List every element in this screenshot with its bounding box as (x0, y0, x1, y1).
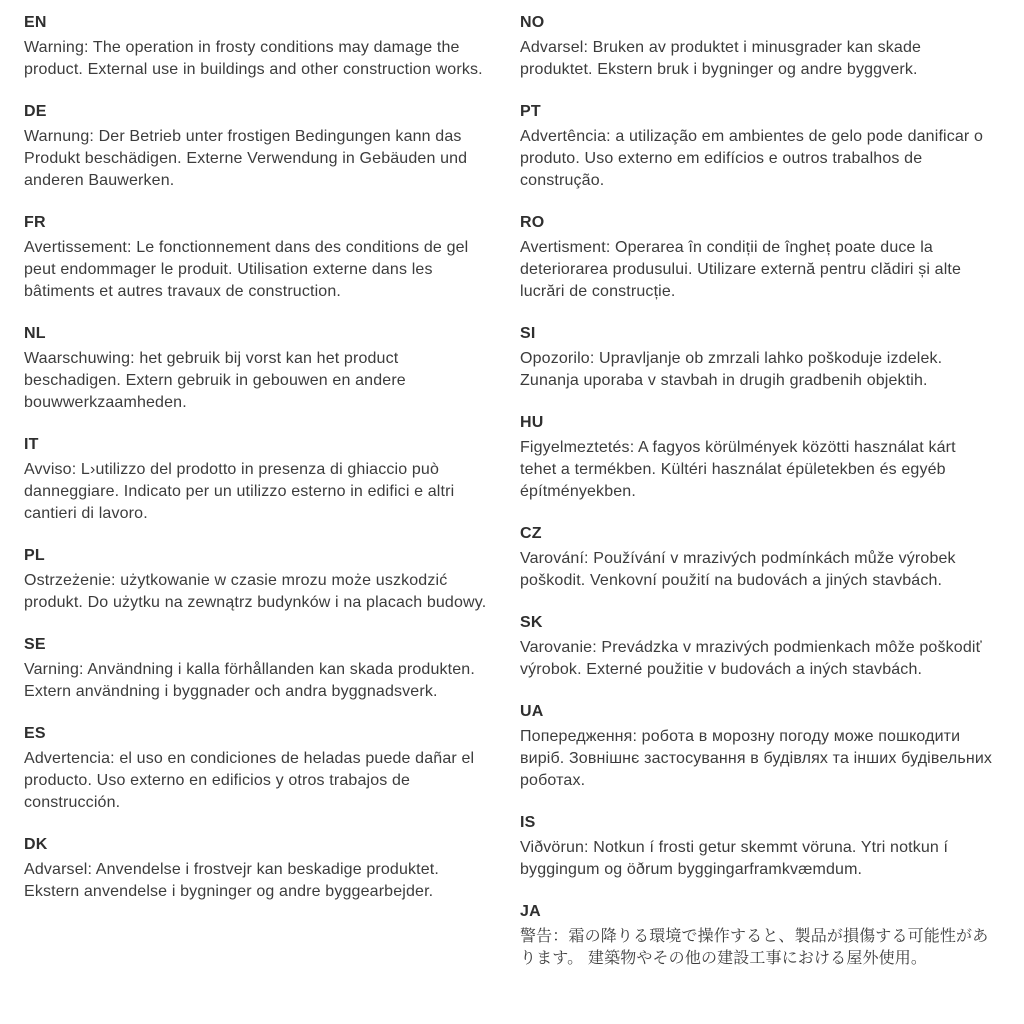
warning-text: Varning: Användning i kalla förhållanden kan skada produkten. Extern användning i byggnader och andra byggnadsverk. (24, 661, 475, 700)
language-code: CZ (520, 525, 542, 542)
warning-text: Avviso: L›utilizzo del prodotto in presenza di ghiaccio può danneggiare. Indicato per un utilizzo esterno in edifici e altri cantieri di lavoro. (24, 461, 455, 522)
warning-text: Попередження: робота в морозну погоду може пошкодити виріб. Зовнішнє застосування в будівлях та інших будівельних роботах. (520, 728, 993, 789)
language-code: SI (520, 325, 536, 342)
language-code: RO (520, 214, 545, 231)
warning-text: 警告：霜の降りる環境で操作すると、製品が損傷する可能性があります。 建築物やその他の建設工事における屋外使用。 (520, 928, 989, 967)
warning-text: Avertisment: Operarea în condiții de îngheț poate duce la deteriorarea produsului. Utilizare externă pentru clădiri și alte lucrări de construcție. (520, 239, 962, 300)
language-section-se (24, 634, 498, 703)
warning-text: Avertissement: Le fonctionnement dans des conditions de gel peut endommager le produit. Utilisation externe dans les bâtiments et autres travaux de construction. (24, 239, 469, 300)
language-code: PL (24, 547, 45, 564)
language-code: NL (24, 325, 46, 342)
language-section-hu (520, 412, 994, 503)
language-section-no (520, 12, 994, 81)
warning-text: Figyelmeztetés: A fagyos körülmények közötti használat kárt tehet a termékben. Kültéri használat épületekben és egyéb építményekben. (520, 439, 956, 500)
language-section-en (24, 12, 498, 81)
language-code: FR (24, 214, 46, 231)
language-section-sk (520, 612, 994, 681)
warning-text: Viðvörun: Notkun í frosti getur skemmt vöruna. Ytri notkun í byggingum og öðrum byggingarframkvæmdum. (520, 839, 949, 878)
language-code: DK (24, 836, 48, 853)
warning-text: Advarsel: Bruken av produktet i minusgrader kan skade produktet. Ekstern bruk i bygninger og andre byggverk. (520, 39, 922, 78)
language-code: PT (520, 103, 541, 120)
language-section-ja (520, 901, 994, 970)
language-code: IT (24, 436, 39, 453)
language-section-it (24, 434, 498, 525)
warning-text: Advertencia: el uso en condiciones de heladas puede dañar el producto. Uso externo en edificios y otros trabajos de construcción. (24, 750, 475, 811)
language-section-cz (520, 523, 994, 592)
warning-text: Ostrzeżenie: użytkowanie w czasie mrozu może uszkodzić produkt. Do użytku na zewnątrz budynków i na placach budowy. (24, 572, 487, 611)
language-code: DE (24, 103, 47, 120)
warning-text: Waarschuwing: het gebruik bij vorst kan het product beschadigen. Extern gebruik in gebouwen en andere bouwwerkzaamheden. (24, 350, 406, 411)
language-section-es (24, 723, 498, 814)
left-column (24, 12, 498, 1012)
warning-text: Advarsel: Anvendelse i frostvejr kan beskadige produktet. Ekstern anvendelse i bygninger og andre byggearbejder. (24, 861, 440, 900)
warning-text: Warnung: Der Betrieb unter frostigen Bedingungen kann das Produkt beschädigen. Externe Verwendung in Gebäuden und anderen Bauwerken. (24, 128, 468, 189)
language-section-ro (520, 212, 994, 303)
language-code: IS (520, 814, 536, 831)
language-code: EN (24, 14, 47, 31)
language-code: SE (24, 636, 46, 653)
language-code: UA (520, 703, 544, 720)
language-code: HU (520, 414, 544, 431)
language-code: NO (520, 14, 545, 31)
language-section-si (520, 323, 994, 392)
right-column (520, 12, 994, 1012)
warning-text: Opozorilo: Upravljanje ob zmrzali lahko poškoduje izdelek. Zunanja uporaba v stavbah in drugih gradbenih objektih. (520, 350, 943, 389)
language-section-pl (24, 545, 498, 614)
language-code: JA (520, 903, 541, 920)
language-section-is (520, 812, 994, 881)
warning-text: Warning: The operation in frosty conditions may damage the product. External use in buildings and other construction works. (24, 39, 483, 78)
language-section-pt (520, 101, 994, 192)
language-section-de (24, 101, 498, 192)
language-code: SK (520, 614, 543, 631)
language-section-ua (520, 701, 994, 792)
language-section-fr (24, 212, 498, 303)
warning-text: Varovanie: Prevádzka v mrazivých podmienkach môže poškodiť výrobok. Externé použitie v budovách a iných stavbách. (520, 639, 982, 678)
warning-text: Advertência: a utilização em ambientes de gelo pode danificar o produto. Uso externo em edifícios e outros trabalhos de construção. (520, 128, 984, 189)
language-section-dk (24, 834, 498, 903)
language-code: ES (24, 725, 46, 742)
warning-text: Varování: Používání v mrazivých podmínkách může výrobek poškodit. Venkovní použití na budovách a jiných stavbách. (520, 550, 956, 589)
language-section-nl (24, 323, 498, 414)
